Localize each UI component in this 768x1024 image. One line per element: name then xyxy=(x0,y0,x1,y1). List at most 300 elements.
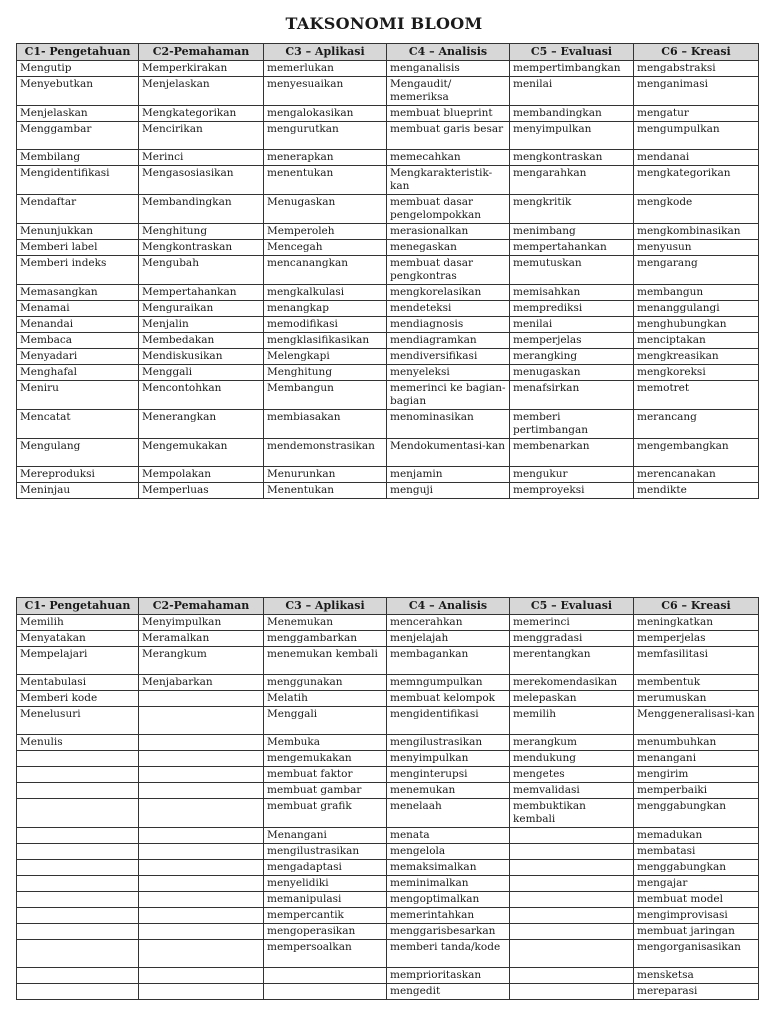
table-cell-c4: membagankan xyxy=(387,647,510,675)
table-row xyxy=(17,924,759,940)
table-cell-c3: Menemukan xyxy=(264,615,387,631)
table-cell-c2 xyxy=(139,707,264,735)
table-cell-c4: mengkorelasikan xyxy=(387,285,510,301)
table-row xyxy=(17,892,759,908)
table-cell-c1: Mengutip xyxy=(17,61,139,77)
table-cell-c5: menafsirkan xyxy=(510,381,634,410)
table-cell-c1: Menulis xyxy=(17,735,139,751)
table-cell-c5: mempertahankan xyxy=(510,240,634,256)
table-row xyxy=(17,240,759,256)
table-cell-c4: merasionalkan xyxy=(387,224,510,240)
table-cell-c6: mengabstraksi xyxy=(634,61,759,77)
table-cell-c1: Menunjukkan xyxy=(17,224,139,240)
table-cell-c6: memperjelas xyxy=(634,631,759,647)
table-cell-c1: Menelusuri xyxy=(17,707,139,735)
table-cell-c1 xyxy=(17,940,139,968)
header-c5: C5 – Evaluasi xyxy=(510,44,634,61)
table-cell-c1: Mengulang xyxy=(17,439,139,467)
table-cell-c4: menjelajah xyxy=(387,631,510,647)
table-cell-c1 xyxy=(17,908,139,924)
page-title: TAKSONOMI BLOOM xyxy=(285,14,483,33)
table-cell-c1 xyxy=(17,828,139,844)
table-cell-c2 xyxy=(139,783,264,799)
table-cell-c2: Mendiskusikan xyxy=(139,349,264,365)
table-cell-c6: mendikte xyxy=(634,483,759,499)
table-cell-c1: Mencatat xyxy=(17,410,139,439)
table-row xyxy=(17,61,759,77)
bloom-table-2 xyxy=(16,597,759,1000)
header-c3: C3 – Aplikasi xyxy=(264,44,387,61)
table-row xyxy=(17,224,759,240)
table-cell-c3: Melengkapi xyxy=(264,349,387,365)
table-row xyxy=(17,195,759,224)
table-cell-c1: Mempelajari xyxy=(17,647,139,675)
table-cell-c3: mengalokasikan xyxy=(264,106,387,122)
table-cell-c2 xyxy=(139,940,264,968)
table-cell-c5: menimbang xyxy=(510,224,634,240)
table-cell-c6: membangun xyxy=(634,285,759,301)
table-cell-c1: Mereproduksi xyxy=(17,467,139,483)
table-cell-c2: Memperkirakan xyxy=(139,61,264,77)
table-cell-c3: mempersoalkan xyxy=(264,940,387,968)
table-cell-c5: menyimpulkan xyxy=(510,122,634,150)
header-c4: C4 – Analisis xyxy=(387,44,510,61)
table-cell-c5: merangking xyxy=(510,349,634,365)
table-row xyxy=(17,77,759,106)
table-cell-c6: menganimasi xyxy=(634,77,759,106)
table-cell-c3: memanipulasi xyxy=(264,892,387,908)
table-cell-c6: mengorganisasikan xyxy=(634,940,759,968)
table-cell-c6: membuat model xyxy=(634,892,759,908)
table-cell-c1: Memilih xyxy=(17,615,139,631)
table-row xyxy=(17,844,759,860)
table-cell-c2: Mencontohkan xyxy=(139,381,264,410)
table-cell-c6: mengajar xyxy=(634,876,759,892)
table-cell-c3: mengadaptasi xyxy=(264,860,387,876)
table-cell-c2 xyxy=(139,892,264,908)
header-c2: C2-Pemahaman xyxy=(139,598,264,615)
table-cell-c3: Menurunkan xyxy=(264,467,387,483)
table-row xyxy=(17,984,759,1000)
table-cell-c4: meminimalkan xyxy=(387,876,510,892)
table-cell-c6: mengkreasikan xyxy=(634,349,759,365)
table-row xyxy=(17,285,759,301)
table-cell-c5: membenarkan xyxy=(510,439,634,467)
table-cell-c4: memberi tanda/kode xyxy=(387,940,510,968)
table-row xyxy=(17,783,759,799)
table-cell-c1: Memberi label xyxy=(17,240,139,256)
table-cell-c1: Menghafal xyxy=(17,365,139,381)
table-cell-c2: Mempolakan xyxy=(139,467,264,483)
table-cell-c6: menyusun xyxy=(634,240,759,256)
table-cell-c2: Mengasosiasikan xyxy=(139,166,264,195)
table-cell-c6: meningkatkan xyxy=(634,615,759,631)
table-cell-c6: mengimprovisasi xyxy=(634,908,759,924)
table-cell-c3: menyesuaikan xyxy=(264,77,387,106)
table-row xyxy=(17,122,759,150)
header-c1: C1- Pengetahuan xyxy=(17,44,139,61)
table-cell-c6: membuat jaringan xyxy=(634,924,759,940)
table-cell-c2 xyxy=(139,767,264,783)
table-cell-c4: menelaah xyxy=(387,799,510,828)
table-row xyxy=(17,381,759,410)
table-cell-c5: mengukur xyxy=(510,467,634,483)
table-cell-c1: Menyebutkan xyxy=(17,77,139,106)
table-cell-c3: mengkalkulasi xyxy=(264,285,387,301)
table-cell-c2 xyxy=(139,751,264,767)
table-cell-c6: mengumpulkan xyxy=(634,122,759,150)
table-cell-c3: menangkap xyxy=(264,301,387,317)
table-cell-c5 xyxy=(510,860,634,876)
table-row xyxy=(17,647,759,675)
table-cell-c2: Memperluas xyxy=(139,483,264,499)
table-cell-c2: Mencirikan xyxy=(139,122,264,150)
table-cell-c5: mengarahkan xyxy=(510,166,634,195)
table-cell-c1: Mendaftar xyxy=(17,195,139,224)
table-cell-c3: mengemukakan xyxy=(264,751,387,767)
table-cell-c6: menciptakan xyxy=(634,333,759,349)
table-row xyxy=(17,908,759,924)
table-cell-c3: Mencegah xyxy=(264,240,387,256)
table-cell-c3: Melatih xyxy=(264,691,387,707)
table-cell-c5: memprediksi xyxy=(510,301,634,317)
table-cell-c2 xyxy=(139,876,264,892)
table-cell-c5 xyxy=(510,940,634,968)
header-c6: C6 – Kreasi xyxy=(634,598,759,615)
table-cell-c4: memprioritaskan xyxy=(387,968,510,984)
table-cell-c2: Merangkum xyxy=(139,647,264,675)
table-row xyxy=(17,467,759,483)
table-cell-c6: menangani xyxy=(634,751,759,767)
table-cell-c5: mengetes xyxy=(510,767,634,783)
table-cell-c5 xyxy=(510,924,634,940)
table-cell-c5 xyxy=(510,828,634,844)
table-cell-c5: mengkontraskan xyxy=(510,150,634,166)
table-cell-c4: menominasikan xyxy=(387,410,510,439)
table-row xyxy=(17,940,759,968)
table-cell-c2: Membedakan xyxy=(139,333,264,349)
table-cell-c3 xyxy=(264,984,387,1000)
table-cell-c2 xyxy=(139,860,264,876)
table-cell-c1 xyxy=(17,892,139,908)
table-cell-c3 xyxy=(264,968,387,984)
table-cell-c1: Memasangkan xyxy=(17,285,139,301)
table-row xyxy=(17,483,759,499)
table-cell-c2: Membandingkan xyxy=(139,195,264,224)
table-cell-c1 xyxy=(17,799,139,828)
table-cell-c3: memerlukan xyxy=(264,61,387,77)
table-cell-c4: menginterupsi xyxy=(387,767,510,783)
table-cell-c1: Menjelaskan xyxy=(17,106,139,122)
table-cell-c2 xyxy=(139,924,264,940)
table-cell-c3: Menugaskan xyxy=(264,195,387,224)
table-cell-c6: menggabungkan xyxy=(634,799,759,828)
table-row xyxy=(17,317,759,333)
table-cell-c5 xyxy=(510,968,634,984)
table-cell-c3: menggunakan xyxy=(264,675,387,691)
table-cell-c2 xyxy=(139,735,264,751)
table-cell-c4: memerintahkan xyxy=(387,908,510,924)
table-cell-c2 xyxy=(139,691,264,707)
table-cell-c2: Menjalin xyxy=(139,317,264,333)
table-cell-c4: membuat kelompok xyxy=(387,691,510,707)
table-cell-c3: mengurutkan xyxy=(264,122,387,150)
table-row xyxy=(17,150,759,166)
header-c1: C1- Pengetahuan xyxy=(17,598,139,615)
table-cell-c6: membentuk xyxy=(634,675,759,691)
table-cell-c3: Menggali xyxy=(264,707,387,735)
table-cell-c1: Menggambar xyxy=(17,122,139,150)
table-cell-c5: memvalidasi xyxy=(510,783,634,799)
table-cell-c4: membuat dasar pengelompokkan xyxy=(387,195,510,224)
table-cell-c6: menggabungkan xyxy=(634,860,759,876)
table-cell-c6: memperbaiki xyxy=(634,783,759,799)
table-cell-c6: mensketsa xyxy=(634,968,759,984)
table-row xyxy=(17,439,759,467)
table-cell-c3: Membuka xyxy=(264,735,387,751)
table-cell-c2: Menerangkan xyxy=(139,410,264,439)
table-row xyxy=(17,860,759,876)
table-cell-c5: mendukung xyxy=(510,751,634,767)
table-cell-c2 xyxy=(139,844,264,860)
header-c6: C6 – Kreasi xyxy=(634,44,759,61)
table-cell-c5: mengkritik xyxy=(510,195,634,224)
header-row xyxy=(17,44,759,61)
table-cell-c4: memaksimalkan xyxy=(387,860,510,876)
table-cell-c3: memodifikasi xyxy=(264,317,387,333)
table-row xyxy=(17,675,759,691)
table-cell-c4: membuat dasar pengkontras xyxy=(387,256,510,285)
table-cell-c5: membuktikan kembali xyxy=(510,799,634,828)
table-cell-c1 xyxy=(17,783,139,799)
table-cell-c5: memberi pertimbangan xyxy=(510,410,634,439)
table-cell-c4: menegaskan xyxy=(387,240,510,256)
header-row xyxy=(17,598,759,615)
table-cell-c2: Mengkategorikan xyxy=(139,106,264,122)
table-cell-c6: Menggeneralisasi-kan xyxy=(634,707,759,735)
table-cell-c6: mengkoreksi xyxy=(634,365,759,381)
table-cell-c4: mengoptimalkan xyxy=(387,892,510,908)
table-cell-c2: Menjabarkan xyxy=(139,675,264,691)
table-cell-c3: Menghitung xyxy=(264,365,387,381)
table-cell-c3: Menangani xyxy=(264,828,387,844)
table-row xyxy=(17,631,759,647)
table-cell-c4: menjamin xyxy=(387,467,510,483)
table-cell-c1: Menyatakan xyxy=(17,631,139,647)
table-cell-c2: Mengkontraskan xyxy=(139,240,264,256)
table-cell-c2: Menggali xyxy=(139,365,264,381)
table-row xyxy=(17,365,759,381)
table-cell-c1: Membaca xyxy=(17,333,139,349)
table-cell-c2: Mengubah xyxy=(139,256,264,285)
table-cell-c6: merumuskan xyxy=(634,691,759,707)
table-row xyxy=(17,876,759,892)
table-cell-c2 xyxy=(139,828,264,844)
table-cell-c5: memproyeksi xyxy=(510,483,634,499)
table-cell-c6: mendanai xyxy=(634,150,759,166)
table-cell-c5 xyxy=(510,892,634,908)
header-c4: C4 – Analisis xyxy=(387,598,510,615)
table-cell-c6: mengatur xyxy=(634,106,759,122)
table-cell-c4: mendiagramkan xyxy=(387,333,510,349)
table-cell-c1: Memberi indeks xyxy=(17,256,139,285)
table-cell-c3: mempercantik xyxy=(264,908,387,924)
table-cell-c5 xyxy=(510,908,634,924)
table-row xyxy=(17,615,759,631)
table-cell-c5: menugaskan xyxy=(510,365,634,381)
table-cell-c2: Meramalkan xyxy=(139,631,264,647)
table-cell-c6: menghubungkan xyxy=(634,317,759,333)
table-row xyxy=(17,301,759,317)
table-cell-c6: memotret xyxy=(634,381,759,410)
table-row xyxy=(17,349,759,365)
table-cell-c1: Meniru xyxy=(17,381,139,410)
table-cell-c1 xyxy=(17,860,139,876)
table-row xyxy=(17,691,759,707)
table-cell-c5: memisahkan xyxy=(510,285,634,301)
table-cell-c3: menemukan kembali xyxy=(264,647,387,675)
table-cell-c5 xyxy=(510,844,634,860)
table-cell-c4: mengelola xyxy=(387,844,510,860)
table-cell-c2: Mempertahankan xyxy=(139,285,264,301)
table-cell-c3: mengklasifikasikan xyxy=(264,333,387,349)
table-cell-c4: menata xyxy=(387,828,510,844)
table-cell-c3: Memperoleh xyxy=(264,224,387,240)
table-row xyxy=(17,751,759,767)
table-cell-c1 xyxy=(17,844,139,860)
table-cell-c4: memecahkan xyxy=(387,150,510,166)
table-row xyxy=(17,828,759,844)
table-cell-c5 xyxy=(510,876,634,892)
table-cell-c1: Menandai xyxy=(17,317,139,333)
table-cell-c5: membandingkan xyxy=(510,106,634,122)
table-row xyxy=(17,968,759,984)
table-cell-c5: menilai xyxy=(510,317,634,333)
header-c3: C3 – Aplikasi xyxy=(264,598,387,615)
table-cell-c5: menggradasi xyxy=(510,631,634,647)
table-cell-c4: mencerahkan xyxy=(387,615,510,631)
table-cell-c1 xyxy=(17,876,139,892)
table-1-body xyxy=(17,61,759,499)
table-cell-c3: mencanangkan xyxy=(264,256,387,285)
table-cell-c6: membatasi xyxy=(634,844,759,860)
table-cell-c2 xyxy=(139,799,264,828)
table-cell-c2: Merinci xyxy=(139,150,264,166)
table-cell-c5: merentangkan xyxy=(510,647,634,675)
table-cell-c4: Mengaudit/ memeriksa xyxy=(387,77,510,106)
table-cell-c6: mengkombinasikan xyxy=(634,224,759,240)
table-cell-c6: mengkategorikan xyxy=(634,166,759,195)
table-cell-c6: merencanakan xyxy=(634,467,759,483)
table-cell-c6: menumbuhkan xyxy=(634,735,759,751)
table-cell-c3: membuat gambar xyxy=(264,783,387,799)
table-cell-c4: menemukan xyxy=(387,783,510,799)
table-cell-c2: Menjelaskan xyxy=(139,77,264,106)
table-cell-c1: Mengidentifikasi xyxy=(17,166,139,195)
table-cell-c4: Mendokumentasi-kan xyxy=(387,439,510,467)
table-cell-c3: membuat faktor xyxy=(264,767,387,783)
table-cell-c4: menganalisis xyxy=(387,61,510,77)
table-cell-c3: menerapkan xyxy=(264,150,387,166)
table-cell-c5: memperjelas xyxy=(510,333,634,349)
table-cell-c2: Menyimpulkan xyxy=(139,615,264,631)
table-cell-c4: Mengkarakteristik-kan xyxy=(387,166,510,195)
table-cell-c5: memilih xyxy=(510,707,634,735)
table-cell-c1: Memberi kode xyxy=(17,691,139,707)
table-cell-c3: menentukan xyxy=(264,166,387,195)
table-cell-c2: Menghitung xyxy=(139,224,264,240)
table-cell-c3: mendemonstrasikan xyxy=(264,439,387,467)
table-cell-c4: memerinci ke bagian-bagian xyxy=(387,381,510,410)
table-cell-c3: menggambarkan xyxy=(264,631,387,647)
table-cell-c6: memadukan xyxy=(634,828,759,844)
table-cell-c5 xyxy=(510,984,634,1000)
table-cell-c4: menyimpulkan xyxy=(387,751,510,767)
table-cell-c5: memerinci xyxy=(510,615,634,631)
table-row xyxy=(17,410,759,439)
table-cell-c6: mengirim xyxy=(634,767,759,783)
table-cell-c6: mereparasi xyxy=(634,984,759,1000)
table-cell-c6: mengembangkan xyxy=(634,439,759,467)
table-cell-c1: Mentabulasi xyxy=(17,675,139,691)
table-cell-c4: memngumpulkan xyxy=(387,675,510,691)
table-cell-c4: mendeteksi xyxy=(387,301,510,317)
table-cell-c4: menguji xyxy=(387,483,510,499)
table-cell-c1 xyxy=(17,968,139,984)
table-cell-c6: memfasilitasi xyxy=(634,647,759,675)
table-cell-c5: merekomendasikan xyxy=(510,675,634,691)
table-cell-c4: menggarisbesarkan xyxy=(387,924,510,940)
table-row xyxy=(17,333,759,349)
table-cell-c3: mengoperasikan xyxy=(264,924,387,940)
table-row xyxy=(17,735,759,751)
table-row xyxy=(17,799,759,828)
table-cell-c5: merangkum xyxy=(510,735,634,751)
table-row xyxy=(17,166,759,195)
header-c2: C2-Pemahaman xyxy=(139,44,264,61)
table-cell-c2: Menguraikan xyxy=(139,301,264,317)
table-cell-c1: Membilang xyxy=(17,150,139,166)
table-cell-c6: mengarang xyxy=(634,256,759,285)
table-cell-c4: mengidentifikasi xyxy=(387,707,510,735)
table-cell-c3: membiasakan xyxy=(264,410,387,439)
table-cell-c4: mendiversifikasi xyxy=(387,349,510,365)
table-row xyxy=(17,106,759,122)
header-c5: C5 – Evaluasi xyxy=(510,598,634,615)
table-cell-c2: Mengemukakan xyxy=(139,439,264,467)
table-cell-c5: melepaskan xyxy=(510,691,634,707)
table-cell-c5: memutuskan xyxy=(510,256,634,285)
table-cell-c4: mengilustrasikan xyxy=(387,735,510,751)
table-2-body xyxy=(17,615,759,1000)
table-cell-c4: membuat garis besar xyxy=(387,122,510,150)
table-cell-c3: membuat grafik xyxy=(264,799,387,828)
table-cell-c6: merancang xyxy=(634,410,759,439)
table-cell-c2 xyxy=(139,984,264,1000)
table-cell-c1 xyxy=(17,751,139,767)
table-cell-c3: mengilustrasikan xyxy=(264,844,387,860)
table-cell-c5: menilai xyxy=(510,77,634,106)
table-cell-c1 xyxy=(17,767,139,783)
table-cell-c4: mendiagnosis xyxy=(387,317,510,333)
table-row xyxy=(17,767,759,783)
table-cell-c1: Meninjau xyxy=(17,483,139,499)
table-cell-c1 xyxy=(17,984,139,1000)
table-row xyxy=(17,256,759,285)
table-cell-c3: Membangun xyxy=(264,381,387,410)
table-cell-c1: Menamai xyxy=(17,301,139,317)
table-cell-c3: Menentukan xyxy=(264,483,387,499)
